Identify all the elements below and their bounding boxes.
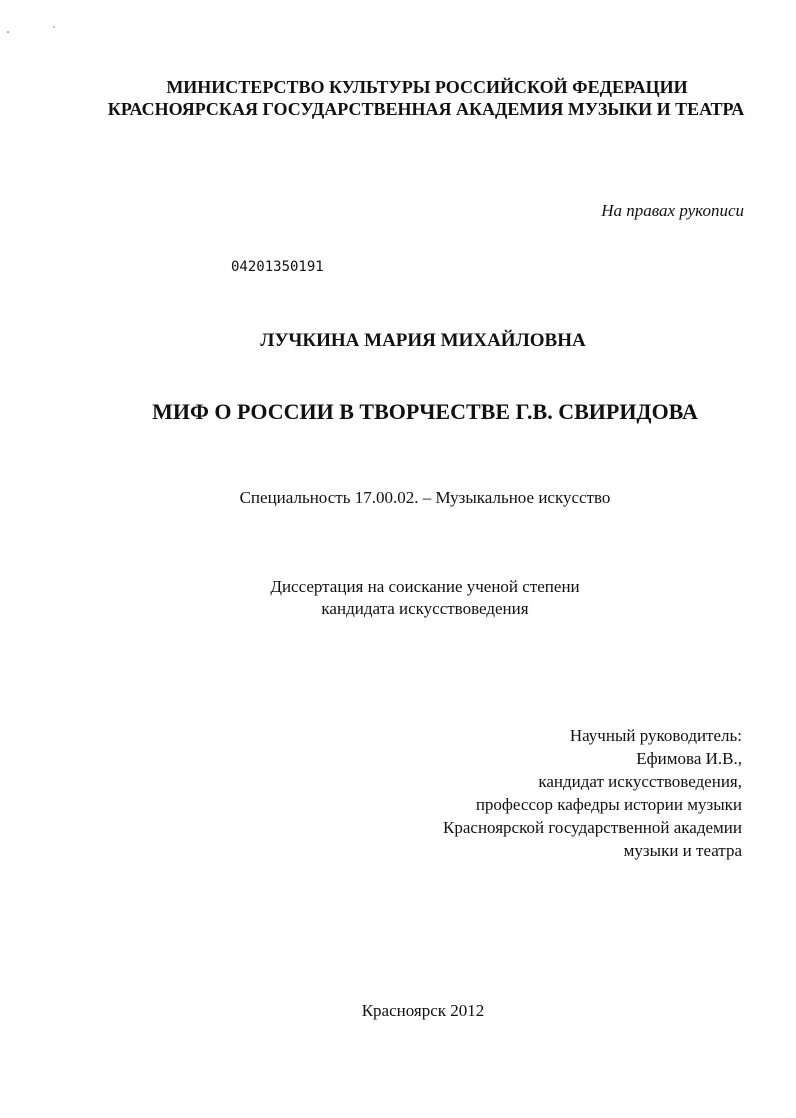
dissertation-line-1: Диссертация на соискание ученой степени	[270, 577, 580, 596]
academy-name: КРАСНОЯРСКАЯ ГОСУДАРСТВЕННАЯ АКАДЕМИЯ МУЗЫКИ И ТЕАТРА	[107, 99, 745, 119]
specialty-line: Специальность 17.00.02. – Музыкальное искусство	[239, 488, 611, 507]
scan-specks	[6, 26, 66, 34]
rights-note: На правах рукописи	[601, 201, 744, 220]
dissertation-line-2: кандидата искусствоведения	[321, 599, 529, 618]
author-name: ЛУЧКИНА МАРИЯ МИХАЙЛОВНА	[260, 330, 586, 351]
supervisor-label: Научный руководитель:	[569, 726, 742, 745]
supervisor-name: Ефимова И.В.,	[636, 749, 742, 768]
supervisor-position: профессор кафедры истории музыки	[475, 795, 742, 814]
dissertation-purpose	[0, 576, 796, 620]
institution-header	[0, 76, 796, 120]
supervisor-block	[443, 724, 742, 862]
supervisor-institution-1: Красноярской государственной академии	[443, 818, 742, 837]
ministry-name: МИНИСТЕРСТВО КУЛЬТУРЫ РОССИЙСКОЙ ФЕДЕРАЦИИ	[166, 77, 688, 97]
registration-code: 04201350191	[231, 259, 324, 275]
supervisor-institution-2: музыки и театра	[623, 841, 742, 860]
city-year: Красноярск 2012	[361, 1001, 485, 1020]
dissertation-title: МИФ О РОССИИ В ТВОРЧЕСТВЕ Г.В. СВИРИДОВА	[152, 399, 698, 424]
supervisor-degree: кандидат искусствоведения,	[538, 772, 742, 791]
